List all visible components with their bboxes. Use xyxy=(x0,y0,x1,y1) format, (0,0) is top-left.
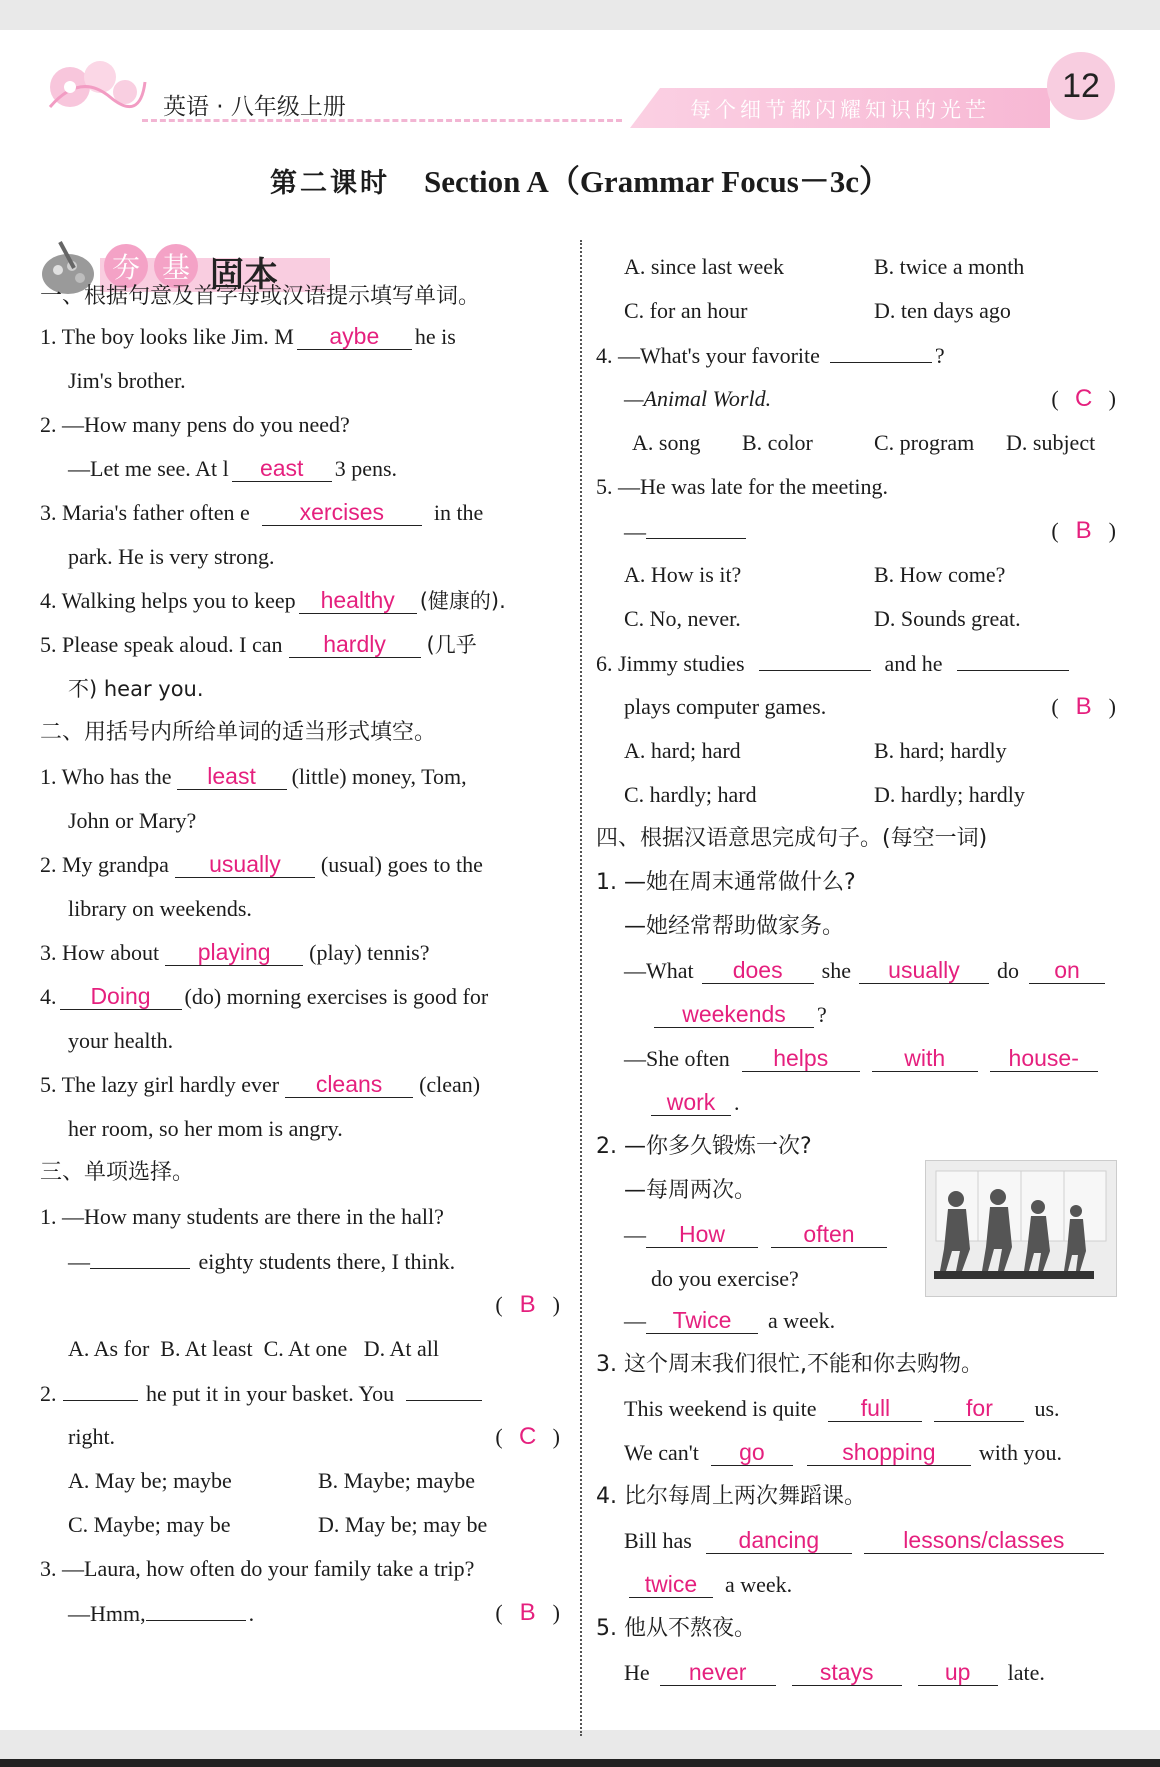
blank-line[interactable] xyxy=(406,1378,482,1401)
p3-q6-options-1: A. hard; hard B. hard; hardly xyxy=(624,738,1007,763)
p3-q6-line1: 6. Jimmy studies and he xyxy=(596,648,1072,678)
p2-q1-line2: John or Mary? xyxy=(68,808,197,833)
p1-q5-line1: 5. Please speak aloud. I can hardly (几乎 xyxy=(40,631,477,657)
answer-blank[interactable]: on xyxy=(1029,957,1105,984)
p3-q2-line1: 2. he put it in your basket. You xyxy=(40,1378,485,1408)
p2-q2-line2: library on weekends. xyxy=(68,896,252,921)
exercise-class-photo xyxy=(925,1160,1117,1297)
answer-blank[interactable]: weekends xyxy=(654,1001,814,1028)
p1-q2-line1: 2. —How many pens do you need? xyxy=(40,412,350,437)
choice-answer[interactable]: C xyxy=(1075,385,1093,412)
p4-q1-cn1: 1. —她在周末通常做什么? xyxy=(596,870,856,895)
p2-q5-line2: her room, so her mom is angry. xyxy=(68,1116,343,1141)
badge-char-2: 基 xyxy=(154,244,198,288)
answer-blank[interactable]: helps xyxy=(742,1045,860,1072)
answer-blank[interactable]: house- xyxy=(990,1045,1098,1072)
blank-line[interactable] xyxy=(957,648,1069,671)
p1-q1-line2: Jim's brother. xyxy=(68,368,186,393)
answer-blank[interactable]: does xyxy=(702,957,814,984)
choice-answer[interactable]: B xyxy=(519,1291,536,1318)
header-motto: 每个细节都闪耀知识的光芒 xyxy=(690,98,990,122)
page-number: 12 xyxy=(1047,52,1115,120)
answer-blank[interactable]: usually xyxy=(175,851,315,878)
p2-q3-line1: 3. How about playing (play) tennis? xyxy=(40,939,430,965)
p3-q5-options-2: C. No, never. D. Sounds great. xyxy=(624,606,1021,631)
floral-ornament-icon xyxy=(40,52,150,122)
p4-q1-line1: —What does she usually do on xyxy=(624,956,1108,986)
p4-q5-line1: He never stays up late. xyxy=(624,1659,1045,1685)
p3-q4-line1: 4. —What's your favorite ? xyxy=(596,340,945,370)
part3-heading: 三、单项选择。 xyxy=(40,1160,195,1185)
part4-heading: 四、根据汉语意思完成句子。(每空一词) xyxy=(596,826,988,851)
p4-q3-line1: This weekend is quite full for us. xyxy=(624,1395,1060,1421)
bottom-bar xyxy=(0,1759,1160,1767)
p3-q4-options: A. song B. color C. program D. subject xyxy=(632,430,1096,455)
p4-q1-line4: work . xyxy=(648,1088,740,1118)
p4-q5-cn: 5. 他从不熬夜。 xyxy=(596,1616,756,1641)
p4-q4-line2: twice a week. xyxy=(626,1570,792,1600)
answer-blank[interactable]: playing xyxy=(165,939,303,966)
p3-q1-line1: 1. —How many students are there in the hall? xyxy=(40,1204,444,1229)
p3-q3-line1: 3. —Laura, how often do your family take a trip? xyxy=(40,1556,475,1581)
p4-q3-line2: We can't go shopping with you. xyxy=(624,1439,1062,1465)
choice-answer[interactable]: B xyxy=(1075,693,1092,720)
lesson-number: 第二课时 xyxy=(269,168,390,199)
answer-blank[interactable]: healthy xyxy=(299,587,417,614)
answer-blank[interactable]: lessons/classes xyxy=(864,1527,1104,1554)
answer-blank[interactable]: least xyxy=(177,763,287,790)
answer-blank[interactable]: east xyxy=(232,455,332,482)
p3-q4-line2: —Animal World. ( C ) xyxy=(624,385,1116,412)
choice-answer[interactable]: B xyxy=(1075,517,1092,544)
answer-blank[interactable]: with xyxy=(872,1045,978,1072)
part2-heading: 二、用括号内所给单词的适当形式填空。 xyxy=(40,720,437,745)
p4-q2-cn2: —每周两次。 xyxy=(624,1178,757,1203)
p4-q2-line3: — Twice a week. xyxy=(624,1307,836,1333)
p2-q2-line1: 2. My grandpa usually (usual) goes to the xyxy=(40,851,483,877)
p3-q6-options-2: C. hardly; hard D. hardly; hardly xyxy=(624,782,1025,807)
answer-blank[interactable]: cleans xyxy=(285,1071,413,1098)
p4-q1-cn2: —她经常帮助做家务。 xyxy=(624,914,845,939)
badge-char-1: 夯 xyxy=(104,244,148,288)
p4-q4-cn: 4. 比尔每周上两次舞蹈课。 xyxy=(596,1484,866,1509)
p2-q4-line1: 4. Doing (do) morning exercises is good for xyxy=(40,983,489,1009)
p2-q1-line1: 1. Who has the least (little) money, Tom, xyxy=(40,763,467,789)
answer-blank[interactable]: for xyxy=(934,1395,1024,1422)
p3-q1-answer: ( B ) xyxy=(495,1291,560,1318)
lesson-title xyxy=(0,156,1160,201)
p2-q4-line2: your health. xyxy=(68,1028,174,1053)
header-divider xyxy=(142,119,622,122)
answer-blank[interactable]: Twice xyxy=(646,1307,758,1334)
book-title: 英语 · 八年级上册 xyxy=(163,94,346,120)
p2-q5-line1: 5. The lazy girl hardly ever cleans (clean) xyxy=(40,1071,481,1097)
blank-line[interactable] xyxy=(830,340,932,363)
p3-q1-line2: — eighty students there, I think. xyxy=(68,1246,455,1276)
p1-q5-line2: 不) hear you. xyxy=(68,677,204,701)
p1-q2-line2: —Let me see. At l east 3 pens. xyxy=(68,455,398,481)
answer-blank[interactable]: usually xyxy=(859,957,989,984)
choice-answer[interactable]: B xyxy=(519,1599,536,1626)
answer-blank[interactable]: hardly xyxy=(289,631,421,658)
blank-line[interactable] xyxy=(759,648,871,671)
answer-blank[interactable]: shopping xyxy=(807,1439,971,1466)
answer-blank[interactable]: twice xyxy=(629,1571,713,1598)
answer-blank[interactable]: xercises xyxy=(262,499,422,526)
p1-q4-line1: 4. Walking helps you to keep healthy (健康的). xyxy=(40,587,506,613)
p1-q1-line1: 1. The boy looks like Jim. M aybe he is xyxy=(40,323,456,349)
answer-blank[interactable]: stays xyxy=(792,1659,902,1686)
worksheet-page xyxy=(0,30,1160,1730)
p3-q1-options: A. As for B. At least C. At one D. At all xyxy=(68,1336,439,1361)
p4-q1-line3: —She often helps with house- xyxy=(624,1044,1101,1074)
choice-answer[interactable]: C xyxy=(519,1423,537,1450)
blank-line[interactable] xyxy=(646,516,746,539)
p1-q3-line2: park. He is very strong. xyxy=(68,544,275,569)
p3-q6-line2: plays computer games. ( B ) xyxy=(624,693,1116,720)
p3-q2-options-1: A. May be; maybe B. Maybe; maybe xyxy=(68,1468,476,1493)
p3-q2-line2: right. ( C ) xyxy=(68,1423,560,1450)
answer-blank[interactable]: aybe xyxy=(297,323,412,350)
p4-q3-cn: 3. 这个周末我们很忙,不能和你去购物。 xyxy=(596,1352,983,1377)
answer-blank[interactable]: dancing xyxy=(706,1527,852,1554)
p4-q2-line1: — How often xyxy=(624,1220,890,1250)
p1-q3-line1: 3. Maria's father often e xercises in the xyxy=(40,499,484,525)
answer-blank[interactable]: full xyxy=(828,1395,922,1422)
section-title: Section A（Grammar Focus－3c） xyxy=(423,164,891,199)
p3-q3-options-2: C. for an hour D. ten days ago xyxy=(624,298,1011,323)
answer-blank[interactable]: never xyxy=(660,1659,776,1686)
p3-q5-line1: 5. —He was late for the meeting. xyxy=(596,474,889,499)
badge-text: 固本 xyxy=(210,255,278,295)
answer-blank[interactable]: go xyxy=(711,1439,793,1466)
blank-line[interactable] xyxy=(146,1598,246,1621)
answer-blank[interactable]: work xyxy=(651,1089,731,1116)
answer-blank[interactable]: Doing xyxy=(60,983,182,1010)
answer-blank[interactable]: How xyxy=(646,1221,758,1248)
blank-line[interactable] xyxy=(63,1378,138,1401)
p3-q2-options-2: C. Maybe; may be D. May be; may be xyxy=(68,1512,488,1537)
p4-q4-line1: Bill has dancing lessons/classes xyxy=(624,1526,1107,1556)
p4-q1-line2: weekends ? xyxy=(651,1000,827,1030)
answer-blank[interactable]: often xyxy=(771,1221,887,1248)
answer-blank[interactable]: up xyxy=(918,1659,998,1686)
blank-line[interactable] xyxy=(90,1246,190,1269)
column-divider xyxy=(580,240,582,1736)
p4-q2-cn1: 2. —你多久锻炼一次? xyxy=(596,1134,812,1159)
p3-q5-options-1: A. How is it? B. How come? xyxy=(624,562,1006,587)
p4-q2-line2: do you exercise? xyxy=(651,1266,799,1291)
p3-q3-options-1: A. since last week B. twice a month xyxy=(624,254,1025,279)
p3-q5-line2: — ( B ) xyxy=(624,517,1116,544)
part1-heading: 一、根据句意及首字母或汉语提示填写单词。 xyxy=(40,284,481,309)
p3-q3-line2: —Hmm, . ( B ) xyxy=(68,1599,560,1626)
